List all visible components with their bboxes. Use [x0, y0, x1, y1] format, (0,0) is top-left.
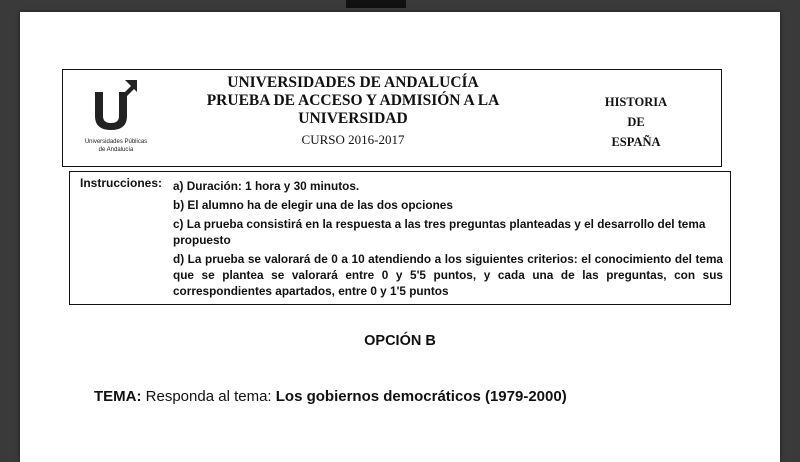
instructions-list	[173, 178, 723, 302]
instruction-item: c) La prueba consistirá en la respuesta a las tres preguntas planteadas y el desarrollo del tema propuesto	[173, 217, 706, 247]
exam-title	[183, 74, 523, 148]
instruction-item: d) La prueba se valorará de 0 a 10 atendiendo a los siguientes criterios: el conocimiento del tema que se plantea se valorará entre 0 y 5'5 puntos, y cada una de las preguntas, con sus correspondientes apartados, entre 0 y 1'5 puntos	[173, 252, 723, 298]
exam-header	[62, 69, 722, 167]
instructions-box	[69, 171, 731, 305]
course-year: CURSO 2016-2017	[301, 132, 405, 147]
document-page	[20, 12, 780, 462]
window-top-notch	[346, 0, 406, 8]
u-logo-icon	[89, 78, 143, 136]
option-heading: OPCIÓN B	[364, 333, 436, 349]
tema-topic: Los gobiernos democráticos (1979-2000)	[275, 388, 567, 405]
logo-caption: Universidades Públicas de Andalucía	[84, 139, 148, 153]
tema-prompt: Responda al tema:	[141, 388, 276, 405]
tema-label: TEMA:	[94, 388, 142, 405]
instruction-item: b) El alumno ha de elegir una de las dos opciones	[173, 198, 453, 212]
title-line: UNIVERSIDADES DE ANDALUCÍA	[227, 74, 479, 91]
instruction-item: a) Duración: 1 hora y 30 minutos.	[173, 179, 360, 193]
title-line: PRUEBA DE ACCESO Y ADMISIÓN A LA	[206, 92, 500, 109]
university-logo	[71, 78, 161, 162]
title-line: UNIVERSIDAD	[298, 110, 408, 127]
instructions-label: Instrucciones:	[80, 176, 163, 190]
tema-line	[94, 388, 567, 405]
subject-name: HISTORIA DE ESPAÑA	[604, 95, 668, 149]
